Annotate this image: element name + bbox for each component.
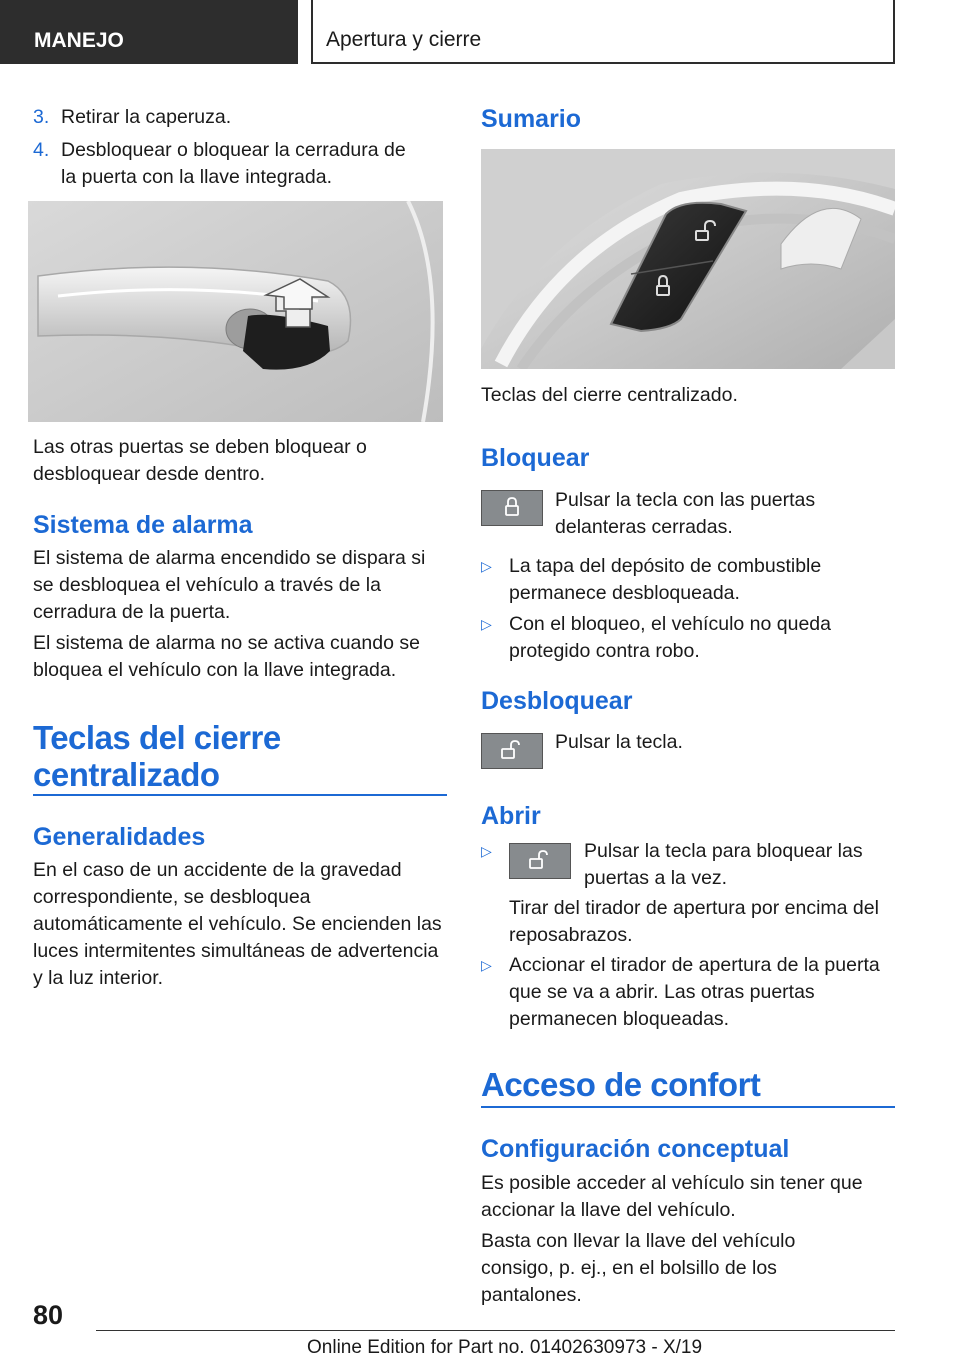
chapter-heading: Acceso de confort: [481, 1066, 761, 1103]
list-item-text: La tapa del depósito de combustible permanece desbloqueada.: [509, 555, 822, 604]
list-item-text: Accionar el tirador de apertura de la puerta que se va a abrir. Las otras puertas permanecen bloqueadas.: [509, 954, 880, 1030]
body-paragraph: Es posible acceder al vehículo sin tener que accionar la llave del vehículo.: [481, 1172, 863, 1221]
section-title: MANEJO: [34, 29, 124, 52]
body-paragraph: Tirar del tirador de apertura por encima del reposabrazos.: [509, 897, 879, 946]
body-paragraph: Basta con llevar la llave del vehículo consigo, p. ej., en el bolsillo de los pantalones.: [481, 1230, 796, 1306]
section-tab: [0, 0, 298, 64]
body-paragraph: Pulsar la tecla.: [555, 731, 683, 753]
footer-rule: [96, 1330, 895, 1331]
padlock-open-icon: [510, 844, 570, 878]
central-locking-buttons-photo: [481, 149, 895, 369]
body-paragraph: En el caso de un accidente de la gravedad correspondiente, se desbloquea automáticamente el vehículo. Se encienden las luces intermitentes simultáneas de advertencia y la luz interior.: [33, 859, 442, 989]
door-handle-key-illustration: [28, 201, 443, 422]
step-text: Retirar la caperuza.: [61, 106, 232, 128]
body-paragraph: Las otras puertas se deben bloquear o desbloquear desde dentro.: [33, 436, 367, 485]
unlock-button-image: [481, 733, 543, 769]
heading-rule: [33, 794, 447, 796]
lock-button-image: [481, 490, 543, 526]
section-heading: Bloquear: [481, 444, 590, 472]
triangle-right-icon: ▷: [481, 616, 492, 632]
triangle-right-icon: ▷: [481, 843, 492, 859]
list-item-text: Con el bloqueo, el vehículo no queda protegido contra robo.: [509, 613, 831, 662]
figure-caption: Teclas del cierre centralizado.: [481, 384, 738, 406]
body-paragraph: Pulsar la tecla para bloquear las puertas a la vez.: [584, 840, 863, 889]
list-item: [481, 611, 895, 665]
list-item: [481, 952, 895, 1033]
triangle-right-icon: ▷: [481, 957, 492, 973]
step-number: 3.: [33, 106, 50, 128]
triangle-right-icon: ▷: [481, 558, 492, 574]
chapter-tab: [311, 0, 895, 64]
body-paragraph: El sistema de alarma no se activa cuando se bloquea el vehículo con la llave integrada.: [33, 632, 420, 681]
body-paragraph: El sistema de alarma encendido se dispara si se desbloquea el vehículo a través de la cerradura de la puerta.: [33, 547, 426, 623]
unlock-button-image: [509, 843, 571, 879]
step-text: Desbloquear o bloquear la cerradura de la puerta con la llave integrada.: [61, 139, 406, 188]
footer-edition: Online Edition for Part no. 01402630973 - X/19: [307, 1337, 703, 1358]
section-heading: Abrir: [481, 802, 541, 830]
page-number: 80: [33, 1300, 64, 1330]
padlock-open-icon: [482, 734, 542, 768]
heading-rule: [481, 1106, 895, 1108]
step-4: [33, 137, 447, 191]
section-heading: Desbloquear: [481, 687, 633, 715]
padlock-closed-icon: [482, 491, 542, 525]
body-paragraph: Pulsar la tecla con las puertas delanteras cerradas.: [555, 489, 816, 538]
chapter-title: Apertura y cierre: [326, 28, 482, 51]
section-heading: Generalidades: [33, 823, 206, 851]
section-heading: Configuración conceptual: [481, 1135, 790, 1163]
chapter-heading: Teclas del cierre centralizado: [33, 719, 281, 793]
list-item: [481, 553, 895, 607]
section-heading: Sumario: [481, 105, 582, 133]
step-number: 4.: [33, 139, 50, 161]
section-heading: Sistema de alarma: [33, 511, 253, 539]
